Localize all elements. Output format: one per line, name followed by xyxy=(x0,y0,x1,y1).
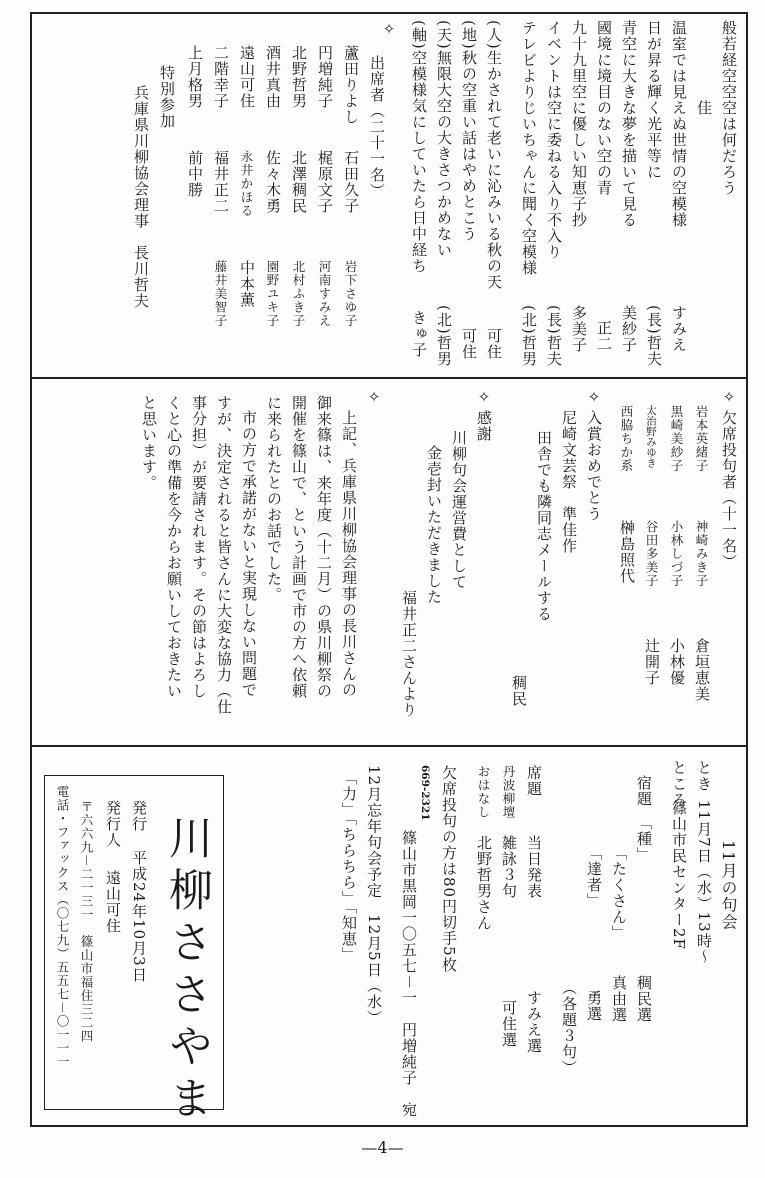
diamond-bullet: ✧ xyxy=(365,388,383,407)
diamond-bullet: ✧ xyxy=(585,388,603,407)
absent-name: 小林優 xyxy=(668,638,686,686)
ranked-author: 可住 xyxy=(485,328,503,360)
poem-author: 正二 xyxy=(595,320,613,352)
local-judge: 可住選 xyxy=(500,1000,518,1048)
notice-line: 事分担）が要請されます。その節はよろし xyxy=(190,395,208,699)
absent-note: 欠席投句の方は80円切手5枚 xyxy=(440,765,458,973)
absent-name: 黒崎美紗子 xyxy=(669,405,684,473)
meeting-title: 11月の句会 xyxy=(719,840,738,931)
ranked-author: 可住 xyxy=(460,328,478,360)
homework-topic: 「達者」 xyxy=(585,845,603,909)
ranked-text: 生かされて老いに沁みいる秋の天 xyxy=(485,49,503,290)
absent-name: 太治野みゆき xyxy=(645,405,657,468)
seat-label: 席題 xyxy=(525,765,543,797)
page-number: —4— xyxy=(361,1138,404,1157)
diamond-bullet: ✧ xyxy=(380,20,398,39)
ranked-text: 無限大空の大きさつかめない xyxy=(435,49,453,258)
rank-mark: (地) xyxy=(460,20,478,50)
when-label: とき xyxy=(695,760,713,792)
talk-label: おはなし xyxy=(476,765,491,819)
ranked-author: きゅ子 xyxy=(410,310,428,358)
congrats-item: 尼崎文芸祭 準佳作 xyxy=(560,410,578,554)
poem-line: 青空に大きな夢を描いて見る xyxy=(620,20,638,228)
december-line: 12月忘年句会予定 12月5日（水） xyxy=(365,765,383,1026)
participant-name: 蘆田りよし xyxy=(342,45,360,125)
homework-judge: 勇選 xyxy=(585,990,603,1022)
absent-name: 辻開子 xyxy=(643,638,661,686)
congrats-poem: 田舎でも隣同志メールする xyxy=(535,430,553,622)
participant-name: 園野ユキ子 xyxy=(265,260,280,328)
publisher-phone: 電話・ファックス（〇七九）五五七－〇一一一 xyxy=(55,785,70,1069)
participant-name: 福井正二 xyxy=(212,150,230,214)
when-value: 11月7日（水）13時～ xyxy=(695,800,713,965)
seat-value: 当日発表 xyxy=(525,835,543,899)
notice-line: 上記、兵庫県川柳協会理事の長川さんの xyxy=(340,410,358,698)
absent-name: 神崎みき子 xyxy=(694,520,709,588)
absent-name: 谷田多美子 xyxy=(644,520,659,588)
diamond-bullet: ✧ xyxy=(720,388,738,407)
rank-mark: (天) xyxy=(435,20,453,50)
thanks-from: 福井正二さんより xyxy=(400,590,418,718)
newsletter-title: 川柳ささやま xyxy=(161,815,212,1127)
seat-judge: すみえ選 xyxy=(525,990,543,1054)
notice-line: 開催を篠山で、という計画で市の方へ依頼 xyxy=(290,395,308,699)
absent-heading: 欠席投句者（十一名） xyxy=(720,410,738,570)
ranked-text: 空模様気にしていたら日中経ち xyxy=(410,49,428,274)
participant-name: 前中勝 xyxy=(186,150,204,198)
local-value: 雑詠３句 xyxy=(500,835,518,899)
participants-heading: 出席者（二十一名） xyxy=(368,55,386,199)
participant-name: 北野哲男 xyxy=(290,45,308,109)
diamond-bullet: ✧ xyxy=(475,388,493,407)
each-note: （各題３句） xyxy=(560,980,578,1076)
homework-judge: 稠民選 xyxy=(635,975,653,1023)
ranked-line xyxy=(433,20,454,258)
poem-author: 美紗子 xyxy=(620,305,638,353)
absent-name: 倉垣恵美 xyxy=(693,638,711,702)
poem-author: (長)哲夫 xyxy=(545,305,563,367)
poem-line: 日が昇る輝く光平等に xyxy=(645,20,663,180)
section-divider-top xyxy=(30,377,748,379)
thanks-line: 川柳句会運営費として xyxy=(450,430,468,590)
poem-author: (北)哲男 xyxy=(520,305,538,367)
participant-name: 上月格男 xyxy=(186,45,204,109)
participant-name: 岩下さゆ子 xyxy=(343,260,358,328)
ranked-author: (北)哲男 xyxy=(435,305,453,367)
participant-name: 永井かほる xyxy=(239,150,254,218)
notice-line: 市の方で承諾がないと実現しない問題で xyxy=(240,410,258,698)
participant-name: 河南すみえ xyxy=(317,260,332,328)
poem-line: 國境に境目のない空の青 xyxy=(595,20,613,196)
participant-name: 酒井真由 xyxy=(264,45,282,109)
ranked-line xyxy=(408,20,429,274)
poem-line: 九十九里空に優しい知恵子抄 xyxy=(570,20,588,228)
absent-name: 岩本英緒子 xyxy=(694,405,709,473)
notice-line: 御来篠は、来年度（十二月）の県川柳祭の xyxy=(315,395,333,699)
notice-line: くと心の準備を今からお願いしておきたい xyxy=(165,395,183,699)
participant-name: 梶原文子 xyxy=(316,150,334,214)
publisher-name: 遠山可住 xyxy=(104,870,122,934)
poem-author: 多美子 xyxy=(570,305,588,353)
publisher-label: 発行人 xyxy=(104,800,122,848)
homework-judge: 真由選 xyxy=(610,975,628,1023)
section-divider-bottom xyxy=(30,745,748,747)
ranked-text: 秋の空重い話はやめとこう xyxy=(460,49,478,242)
participant-name: 石田久子 xyxy=(342,150,360,214)
participant-name: 北村ふき子 xyxy=(291,260,306,328)
december-topics: 「力」「ちらちら」「知恵」 xyxy=(340,770,358,963)
top-first-label: 佳 xyxy=(695,100,713,116)
poem-line: テレビよりじいちゃんに聞く空模様 xyxy=(520,20,538,276)
participant-name: 藤井美智子 xyxy=(213,260,228,328)
poem-line: 温室では見えぬ世情の空模様 xyxy=(670,20,688,228)
zip-code: 669-2321 xyxy=(419,765,431,821)
congrats-heading: 入賞おめでとう xyxy=(585,410,603,522)
mailing-address: 篠山市黒岡一〇五七－一 円増純子 宛 xyxy=(400,830,418,1119)
absent-name: 西脇ちか系 xyxy=(619,405,634,473)
poem-author: すみえ xyxy=(670,305,688,353)
special-line: 兵庫県川柳協会理事 長川哲夫 xyxy=(132,85,150,309)
published-label: 発行 xyxy=(130,800,148,832)
poem-author: (長)哲夫 xyxy=(645,305,663,367)
absent-name: 榊島照代 xyxy=(618,520,636,584)
congrats-author: 稠民 xyxy=(510,675,528,707)
notice-line: と思います。 xyxy=(140,395,158,491)
participant-name: 円増純子 xyxy=(316,45,334,109)
where-value: 篠山市民センター2F xyxy=(670,800,688,950)
where-label: ところ xyxy=(670,760,688,808)
local-label: 丹波柳壇 xyxy=(501,765,516,819)
notice-line: すが、決定されると皆さんに大変な協力（仕 xyxy=(215,395,233,715)
top-first-line: 般若経空空空は何だろう xyxy=(720,20,738,196)
thanks-heading: 感謝 xyxy=(475,410,493,442)
special-heading: 特別参加 xyxy=(158,65,176,129)
thanks-line: 金壱封いただきました xyxy=(425,445,443,605)
ranked-line xyxy=(458,20,479,242)
published-date: 平成24年10月3日 xyxy=(130,850,148,983)
participant-name: 二階幸子 xyxy=(212,45,230,109)
participant-name: 佐々木勇 xyxy=(264,150,282,214)
absent-name: 小林しづ子 xyxy=(669,520,684,588)
ranked-line xyxy=(483,20,504,290)
poem-line: イベントは空に委ねる入り不入り xyxy=(545,20,563,260)
homework-topic: 「たくさん」 xyxy=(610,845,628,941)
participant-name: 北澤稠民 xyxy=(290,150,308,214)
participant-name: 遠山可住 xyxy=(238,45,256,109)
rank-mark: (軸) xyxy=(410,20,428,50)
rank-mark: (人) xyxy=(485,20,503,50)
notice-line: に来られたとのお話でした。 xyxy=(265,395,283,603)
participant-name: 中本薫 xyxy=(238,260,256,308)
talk-value: 北野哲男さん xyxy=(475,835,493,931)
publisher-address: 〒六六九－二一三一 篠山市福住三二四 xyxy=(79,800,94,1044)
homework-topic: 「種」 xyxy=(635,815,653,863)
homework-label: 宿題 xyxy=(635,775,653,807)
